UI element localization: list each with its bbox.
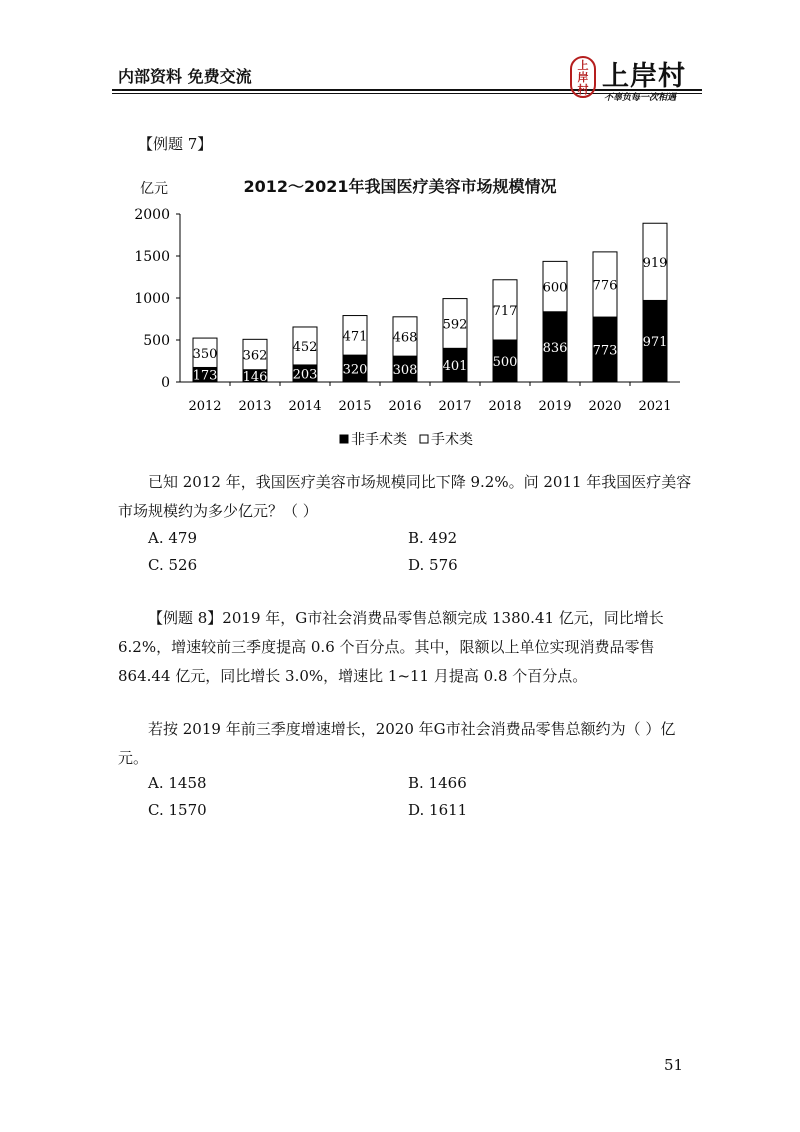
data-label: 203	[292, 367, 318, 383]
example7-question: 已知 2012 年，我国医疗美容市场规模同比下降 9.2%。问 2011 年我国医疗美容市场规模约为多少亿元？（ ）	[118, 473, 692, 520]
data-label: 401	[442, 359, 468, 375]
example8-option-b: B. 1466	[408, 774, 467, 792]
data-label: 776	[592, 278, 618, 294]
logo-seal-icon: 上 岸 村	[570, 56, 596, 98]
x-tick-label: 2019	[538, 399, 572, 414]
data-label: 471	[342, 329, 368, 345]
example8-option-c: C. 1570	[148, 801, 207, 819]
data-label: 600	[542, 280, 568, 296]
x-tick-label: 2016	[388, 399, 422, 414]
x-tick-label: 2013	[238, 399, 272, 414]
data-label: 836	[542, 340, 568, 356]
data-label: 362	[242, 348, 268, 364]
chart-title: 2012～2021年我国医疗美容市场规模情况	[243, 177, 557, 196]
y-tick-label: 1500	[134, 249, 170, 265]
x-tick-label: 2021	[638, 399, 672, 414]
data-label: 468	[392, 330, 418, 346]
example8-option-a: A. 1458	[148, 774, 207, 792]
data-label: 452	[292, 339, 318, 355]
data-label: 320	[342, 362, 368, 378]
example7-option-b: B. 492	[408, 529, 458, 547]
x-tick-label: 2015	[338, 399, 372, 414]
x-tick-label: 2020	[588, 399, 622, 414]
example7-option-a: A. 479	[148, 529, 197, 547]
legend-label: 手术类	[431, 432, 473, 448]
data-label: 500	[492, 355, 518, 370]
data-label: 919	[642, 255, 668, 271]
legend-label: 非手术类	[351, 432, 407, 448]
legend-swatch-surgical	[420, 435, 428, 443]
bar-chart	[0, 0, 800, 470]
chart-y-unit: 亿元	[140, 181, 168, 197]
data-label: 717	[492, 303, 518, 319]
legend-swatch-non-surgical	[340, 435, 348, 443]
example7-option-c: C. 526	[148, 556, 198, 574]
data-label: 971	[642, 335, 668, 351]
header-text: 内部资料 免费交流	[118, 67, 252, 86]
example7-label: 【例题 7】	[138, 135, 213, 153]
x-tick-label: 2018	[488, 399, 522, 414]
y-tick-label: 0	[161, 375, 170, 391]
logo-name: 上岸村	[602, 61, 686, 92]
page-number: 51	[664, 1056, 684, 1074]
x-tick-label: 2012	[188, 399, 222, 414]
data-label: 350	[192, 346, 218, 362]
x-tick-label: 2014	[288, 399, 322, 414]
example8-text: 【例题 8】2019 年，G市社会消费品零售总额完成 1380.41 亿元，同比增长 6.2%，增速较前三季度提高 0.6 个百分点。其中，限额以上单位实现消费品零售 864.44 亿元，同比增长 3.0%，增速比 1~11 月提高 0.8 个百分点。	[118, 609, 664, 685]
data-label: 146	[242, 369, 268, 385]
x-tick-label: 2017	[438, 399, 472, 414]
example8-option-d: D. 1611	[408, 801, 468, 819]
y-tick-label: 2000	[134, 207, 170, 223]
data-label: 173	[192, 368, 218, 384]
example7-option-d: D. 576	[408, 556, 458, 574]
y-tick-label: 1000	[134, 291, 170, 307]
logo-slogan: 不辜负每一次相遇	[604, 93, 677, 103]
data-label: 308	[392, 363, 418, 379]
data-label: 773	[592, 343, 618, 359]
y-tick-label: 500	[143, 333, 170, 349]
data-label: 592	[442, 317, 468, 333]
example8-question: 若按 2019 年前三季度增速增长，2020 年G市社会消费品零售总额约为（ ）亿元。	[118, 720, 676, 767]
